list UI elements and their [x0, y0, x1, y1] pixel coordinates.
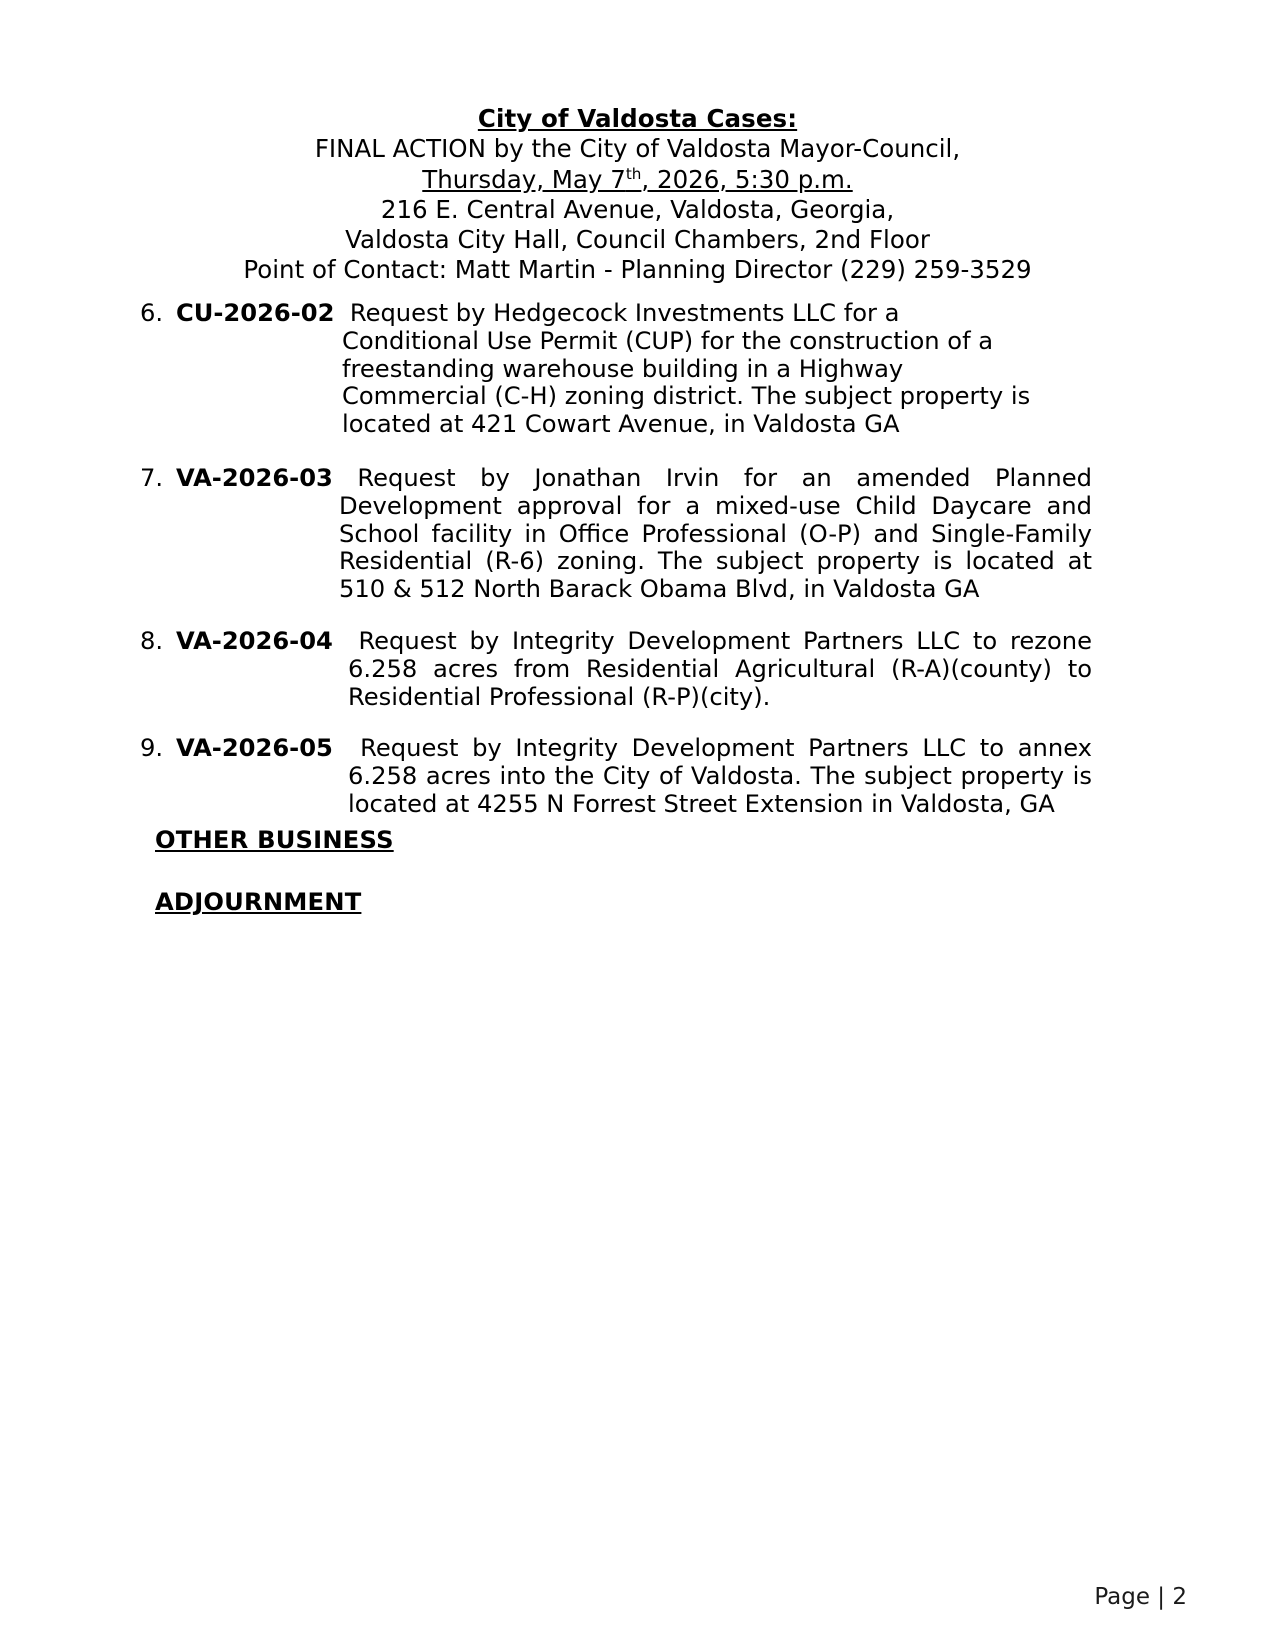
agenda-item-list [0, 300, 1275, 841]
date-ordinal-suffix: th [625, 164, 642, 183]
agenda-item [0, 735, 1275, 818]
item-description: Request by Jonathan Irvin for an amended Planned Development approval for a mixed-use Child Daycare and School facility in Office Professional (O-P) and Single-Family Residential (R-6) zoning. The subject property is located at 510 & 512 North Barack Obama Blvd, in Valdosta GA [339, 463, 1092, 604]
item-description: Request by Integrity Development Partners LLC to annex 6.258 acres into the City of Valdosta. The subject property is located at 4255 N Forrest Street Extension in Valdosta, GA [348, 734, 1092, 818]
item-case-number: CU-2026-02 [176, 299, 335, 327]
section-heading-adjournment: ADJOURNMENT [155, 888, 362, 916]
header-line-venue: Valdosta City Hall, Council Chambers, 2nd Floor [345, 225, 930, 255]
item-number: 8. [140, 626, 164, 655]
item-body [176, 465, 1092, 604]
header-line-contact: Point of Contact: Matt Martin - Planning Director (229) 259-3529 [243, 255, 1032, 285]
item-description: Request by Integrity Development Partners LLC to rezone 6.258 acres from Residential Agricultural (R-A)(county) to Residential Professional (R-P)(city). [348, 626, 1092, 711]
item-description: Request by Hedgecock Investments LLC for a Conditional Use Permit (CUP) for the construction of a freestanding warehouse building in a Highway Commercial (C-H) zoning district. The subject property is located at 421 Cowart Avenue, in Valdosta GA [342, 299, 1031, 439]
item-case-number: VA-2026-04 [176, 626, 333, 655]
item-number: 6. [140, 299, 164, 327]
agenda-item [0, 300, 1275, 439]
item-body [176, 300, 1035, 439]
agenda-item [0, 465, 1275, 604]
date-suffix: , 2026, 5:30 p.m. [641, 164, 853, 194]
item-number: 7. [140, 463, 164, 492]
item-number: 9. [140, 734, 164, 763]
header-line-address: 216 E. Central Avenue, Valdosta, Georgia, [380, 194, 895, 224]
section-heading-other-business: OTHER BUSINESS [155, 826, 394, 854]
page-title: City of Valdosta Cases: [477, 104, 798, 133]
agenda-item [0, 628, 1275, 711]
item-body [176, 735, 1092, 818]
item-case-number: VA-2026-05 [176, 734, 333, 763]
item-case-number: VA-2026-03 [176, 463, 333, 492]
header-line-date [0, 165, 1275, 195]
header-line-final-action: FINAL ACTION by the City of Valdosta Mayor-Council, [314, 134, 961, 164]
date-prefix: Thursday, May 7 [422, 164, 626, 194]
page-footer: Page | 2 [1094, 1584, 1187, 1610]
document-header [0, 104, 1275, 286]
item-body [176, 628, 1092, 711]
